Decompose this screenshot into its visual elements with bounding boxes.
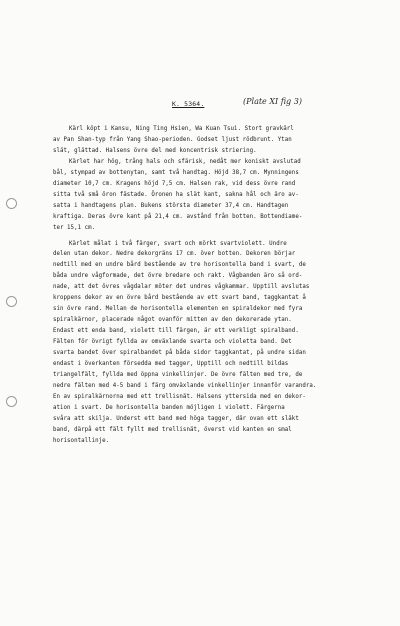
punch-hole [6, 296, 17, 307]
text-line: bål, stympad av bottenytan, samt två handtag. Höjd 38,7 cm. Mynningens [53, 169, 299, 176]
text-line: nade, att det övres vågdalar möter det undres vågkammar. Upptill avslutas [53, 284, 310, 291]
text-line: triangelfält, fyllda med öppna vinkellinjer. De övre fälten med tre, de [53, 371, 303, 378]
plate-note: (Plate XI fig 3) [243, 97, 302, 106]
text-line: svarta bandet över spiralbandet på båda sidor taggkantat, på undre sidan [53, 350, 306, 357]
text-line: båda undre vågformade, det övre bredare och rakt. Vågbanden äro så ord- [53, 273, 303, 280]
document-body [53, 124, 363, 447]
text-line: Kärl köpt i Kansu, Ning Ting Hsien, Wa Kuan Tsui. Stort gravkärl [69, 126, 294, 132]
text-line: nedtill med en undre bård bestående av tre horisontella band i svart, de [53, 262, 306, 269]
text-line: horisontallinje. [53, 437, 110, 444]
punch-hole [6, 396, 17, 407]
text-line: svåra att skilja. Underst ett band med höga tagger, där ovan ett släkt [53, 415, 299, 422]
paragraph-2 [53, 239, 363, 447]
text-line: slät, glättad. Halsens övre del med koncentrisk striering. [53, 147, 257, 154]
text-line: kroppens dekor av en övre bård bestående av ett svart band, taggkantat å [53, 295, 306, 302]
text-line: spiralkärnor, placerade något ovanför mitten av den dekorerade ytan. [53, 317, 292, 324]
text-line: sitta två små öron fästade. Öronen ha slät kant, sakna hål och äro av- [53, 191, 299, 198]
text-line: band, därpå ett fält fyllt med trellisnät, överst vid kanten en smal [53, 426, 292, 433]
text-line: nedre fälten med 4-5 band i färg omväxlande vinkellinjer innanför varandra. [53, 382, 317, 389]
text-line: ation i svart. De horisontella banden möjligen i violett. Färgerna [53, 404, 285, 411]
text-line: Fälten för övrigt fyllda av omväxlande svarta och violetta band. Det [53, 339, 292, 346]
text-line: satta i handtagens plan. Bukens största diameter 37,4 cm. Handtagen [53, 202, 289, 209]
paragraph-1 [53, 124, 363, 234]
text-line: Kärlet har hög, trång hals och sfärisk, nedåt mer koniskt avslutad [69, 158, 301, 165]
text-line: endast i överkanten försedda med tagger, Upptill och nedtill bildas [53, 361, 289, 368]
text-line: delen utan dekor. Nedre dekorgräns 17 cm. över botten. Dekoren börjar [53, 251, 296, 258]
text-line: ter 15,1 cm. [53, 224, 96, 231]
text-line: Kärlet målat i två färger, svart och mörkt svartviolett. Undre [69, 240, 287, 247]
text-line: av Pan Shan-typ från Yang Shao-perioden. Godset ljust rödbrunt. Ytan [53, 136, 292, 143]
punch-hole [6, 198, 17, 209]
text-line: sin övre rand. Mellan de horisontella elementen en spiraldekor med fyra [53, 306, 303, 313]
reference-number: K. 5364. [172, 100, 205, 108]
text-line: En av spiralkärnorna med ett trellisnät. Halsens yttersida med en dekor- [53, 393, 306, 400]
text-line: Endast ett enda band, violett till färgen, är ett verkligt spiralband. [53, 328, 299, 335]
text-line: kraftiga. Deras övre kant på 21,4 cm. avstånd från botten. Bottendiame- [53, 213, 303, 220]
text-line: diameter 10,7 cm. Kragens höjd 7,5 cm. Halsen rak, vid dess övre rand [53, 180, 296, 187]
